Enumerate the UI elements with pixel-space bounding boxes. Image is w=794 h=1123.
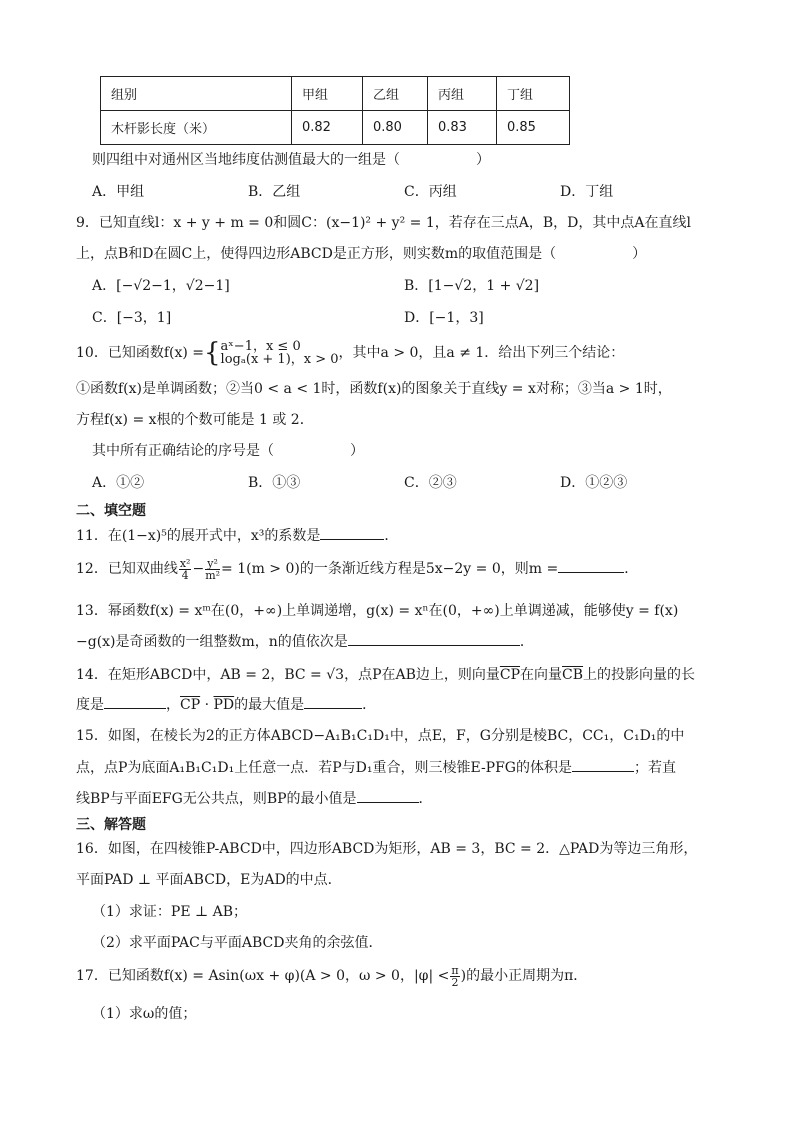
- table-cell: 0.83: [428, 111, 497, 145]
- q10-option-c: C．②③: [404, 475, 457, 491]
- q13-line-1: 13．幂函数f(x) = xᵐ在(0，+∞)上单调递增，g(x) = xⁿ在(0，+∞)上单调递减，能够使y = f(x): [76, 603, 679, 619]
- q9-line-2: 上，点B和D在圆C上，使得四边形ABCD是正方形，则实数m的取值范围是（ ）: [76, 246, 647, 262]
- table-header-cell: 丁组: [497, 77, 570, 111]
- q10-line-4: 其中所有正确结论的序号是（ ）: [92, 443, 364, 459]
- q16-part-1: （1）求证：PE ⊥ AB；: [92, 904, 248, 920]
- q9-option-c: C．[−3，1]: [92, 310, 172, 326]
- table-row: [101, 111, 570, 145]
- left-brace: {: [204, 338, 221, 368]
- answer-blank: [558, 558, 624, 573]
- q10-option-b: B．①③: [248, 475, 301, 491]
- table-cell: 0.82: [292, 111, 363, 145]
- q17-line-1: 17．已知函数f(x) = Asin(ωx + φ)(A > 0，ω > 0，|φ| < $\frac{\pi}{2}$ )的最小正周期为π．: [76, 963, 588, 989]
- q15-line-1: 15．如图，在棱长为2的正方体ABCD−A₁B₁C₁D₁中，点E，F，G分别是棱BC，CC₁，C₁D₁的中: [76, 728, 685, 744]
- q9-option-a: A．[−√2−1，√2−1]: [92, 278, 230, 294]
- table-header-cell: 乙组: [363, 77, 428, 111]
- q8-option-c: C．丙组: [404, 184, 457, 200]
- q15-line-3: 线BP与平面EFG无公共点，则BP的最小值是 ．: [76, 788, 433, 809]
- q12: 12．已知双曲线 $\frac{\text{x²}}{4}$ − $\frac{\text{y²}}{\text{m²}}$ = 1(m > 0)的一条渐近线方程是5x−2y = 0，则m = ．: [76, 556, 639, 582]
- table-header-cell: 甲组: [292, 77, 363, 111]
- table-header-cell: 丙组: [428, 77, 497, 111]
- section-answer-heading: 三、解答题: [76, 817, 146, 833]
- fraction: $\frac{\text{x²}}{4}$: [179, 556, 191, 582]
- table-header-cell: 组别: [101, 77, 292, 111]
- shadow-length-table: [100, 76, 570, 145]
- answer-blank: [104, 694, 166, 709]
- q16-line-2: 平面PAD ⊥ 平面ABCD，E为AD的中点．: [76, 872, 342, 888]
- q13-line-2: −g(x)是奇函数的一组整数m，n的值依次是 ．: [76, 631, 534, 652]
- q8-option-d: D．丁组: [560, 184, 614, 200]
- fraction: $\frac{\text{y²}}{\text{m²}}$: [205, 556, 221, 582]
- q8-option-b: B．乙组: [248, 184, 301, 200]
- answer-blank: [572, 757, 634, 772]
- q10-line-2: ①函数f(x)是单调函数；②当0 < a < 1时，函数f(x)的图象关于直线y = x对称；③当a > 1时，: [76, 381, 672, 397]
- q9-line-1: 9．已知直线l：x + y + m = 0和圆C：(x−1)² + y² = 1，若存在三点A，B，D，其中点A在直线l: [76, 215, 691, 231]
- q10-option-a: A．①②: [92, 475, 145, 491]
- fraction: $\frac{\pi}{2}$: [451, 963, 459, 989]
- answer-blank: [304, 694, 362, 709]
- q10-line-1: 10．已知函数f(x) ={ aˣ−1，x ≤ 0 logₐ(x + 1)，x > 0 ，其中a > 0，且a ≠ 1．给出下列三个结论：: [76, 338, 625, 368]
- q9-option-d: D．[−1，3]: [404, 310, 484, 326]
- q15-line-2: 点，点P为底面A₁B₁C₁D₁上任意一点．若P与D₁重合，则三棱锥E-PFG的体积是 ；若直: [76, 757, 676, 778]
- q10-line-3: 方程f(x) = x根的个数可能是 1 或 2．: [76, 412, 314, 428]
- piecewise-definition: aˣ−1，x ≤ 0 logₐ(x + 1)，x > 0: [220, 339, 339, 367]
- answer-blank: [320, 525, 384, 540]
- table-cell: 0.85: [497, 111, 570, 145]
- q8-stem: 则四组中对通州区当地纬度估测值最大的一组是（ ）: [92, 152, 490, 168]
- q9-option-b: B．[1−√2，1 + √2]: [404, 278, 540, 294]
- q14-line-2: 度是 ，$\overline{CP} \cdot \overline{PD}$的最大值是 ．: [76, 694, 376, 715]
- q17-part-1: （1）求ω的值；: [92, 1006, 197, 1022]
- answer-blank: [357, 788, 419, 803]
- q10-option-d: D．①②③: [560, 475, 628, 491]
- section-fill-in-heading: 二、填空题: [76, 503, 146, 519]
- q16-line-1: 16．如图，在四棱锥P-ABCD中，四边形ABCD为矩形，AB = 3，BC = 2．△PAD为等边三角形，: [76, 841, 698, 857]
- table-row: [101, 77, 570, 111]
- q16-part-2: （2）求平面PAC与平面ABCD夹角的余弦值．: [92, 935, 383, 951]
- q14-line-1: 14．在矩形ABCD中，AB = 2，BC = √3，点P在AB边上，则向量$\overline{CP}$在向量$\overline{CB}$上的投影向量的长: [76, 667, 696, 683]
- q11: 11．在(1−x)⁵的展开式中，x³的系数是 ．: [76, 525, 398, 546]
- q8-option-a: A．甲组: [92, 184, 145, 200]
- answer-blank: [348, 631, 520, 646]
- table-cell: 木杆影长度（米）: [101, 111, 292, 145]
- table-cell: 0.80: [363, 111, 428, 145]
